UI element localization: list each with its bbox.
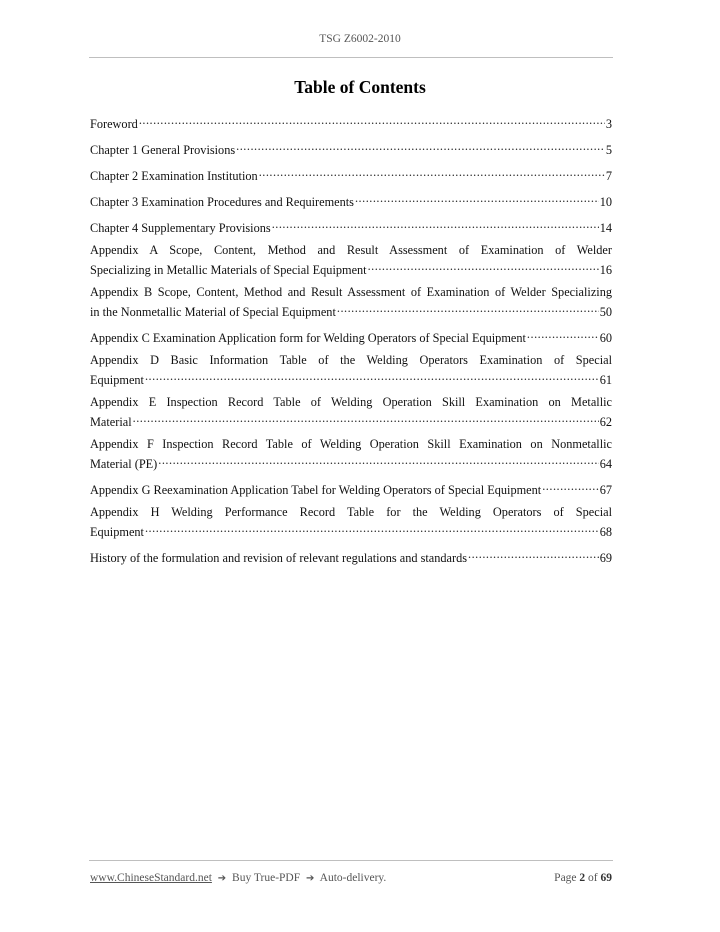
toc-entry[interactable] <box>90 242 612 278</box>
auto-delivery-text: Auto-delivery. <box>319 872 387 884</box>
toc-page-number: 14 <box>599 221 612 235</box>
toc-page-number: 64 <box>599 457 612 471</box>
dot-leader <box>139 112 605 128</box>
toc-entry-line: Appendix A Scope, Content, Method and Result Assessment of Examination of Welder <box>90 243 612 257</box>
toc-page-number: 50 <box>599 305 612 319</box>
toc-page-number: 68 <box>599 525 612 539</box>
toc-entry-line: Appendix D Basic Information Table of the Welding Operators Examination of Special <box>90 353 612 367</box>
dot-leader <box>133 410 599 426</box>
running-header: TSG Z6002-2010 <box>319 33 401 45</box>
toc-entry-title: History of the formulation and revision of relevant regulations and standards <box>90 551 468 565</box>
toc-page-number: 3 <box>605 117 612 131</box>
toc-entry-title: Material <box>90 415 132 429</box>
toc-entry[interactable] <box>90 504 612 540</box>
page-number <box>554 872 612 884</box>
toc-entry-title: Chapter 2 Examination Institution <box>90 169 258 183</box>
dot-leader <box>272 216 599 232</box>
dot-leader <box>542 478 598 494</box>
toc-entry-line: Appendix B Scope, Content, Method and Result Assessment of Examination of Welder Specializing <box>90 285 612 299</box>
dot-leader <box>158 452 598 468</box>
toc-entry-line: Appendix F Inspection Record Table of Welding Operation Skill Examination on Nonmetallic <box>90 437 612 451</box>
toc-entry[interactable] <box>90 138 612 158</box>
toc-page-number: 62 <box>599 415 612 429</box>
arrow-right-icon: ➔ <box>217 873 227 884</box>
toc-page-number: 61 <box>599 373 612 387</box>
dot-leader <box>337 300 599 316</box>
toc-entry-title: Foreword <box>90 117 138 131</box>
toc-entry[interactable] <box>90 216 612 236</box>
toc-entry-title: Chapter 1 General Provisions <box>90 143 236 157</box>
arrow-right-icon: ➔ <box>306 873 315 884</box>
dot-leader <box>236 138 605 154</box>
toc-page-number: 67 <box>599 483 612 497</box>
header-divider <box>89 57 613 58</box>
toc-entry-title: Equipment <box>90 525 144 539</box>
toc-page-number: 60 <box>599 331 612 345</box>
dot-leader <box>145 520 599 536</box>
toc-entry[interactable] <box>90 326 612 346</box>
toc-entry[interactable] <box>90 546 612 566</box>
page-prefix: Page <box>554 872 577 884</box>
footer-left <box>90 872 386 884</box>
toc-entry[interactable] <box>90 164 612 184</box>
total-pages: 69 <box>600 872 612 884</box>
toc-entry[interactable] <box>90 190 612 210</box>
dot-leader <box>145 368 599 384</box>
toc-entry[interactable] <box>90 112 612 132</box>
table-of-contents <box>90 112 612 572</box>
page-title: Table of Contents <box>294 77 426 97</box>
toc-entry[interactable] <box>90 436 612 472</box>
dot-leader <box>259 164 605 180</box>
dot-leader <box>355 190 599 206</box>
toc-entry-line: Appendix H Welding Performance Record Table for the Welding Operators of Special <box>90 505 612 519</box>
toc-entry-title: in the Nonmetallic Material of Special Equipment <box>90 305 336 319</box>
toc-entry[interactable] <box>90 478 612 498</box>
toc-entry-title: Chapter 4 Supplementary Provisions <box>90 221 271 235</box>
toc-page-number: 16 <box>599 263 612 277</box>
page-footer <box>90 872 612 884</box>
toc-page-number: 69 <box>599 551 612 565</box>
toc-entry-title: Material (PE) <box>90 457 158 471</box>
toc-entry-title: Chapter 3 Examination Procedures and Requirements <box>90 195 354 209</box>
toc-page-number: 5 <box>605 143 612 157</box>
dot-leader <box>468 546 599 562</box>
page-of: of <box>588 872 598 884</box>
toc-page-number: 7 <box>605 169 612 183</box>
toc-entry-title: Appendix G Reexamination Application Tabel for Welding Operators of Special Equipment <box>90 483 542 497</box>
dot-leader <box>368 258 599 274</box>
current-page: 2 <box>579 872 586 884</box>
website-link[interactable]: www.ChineseStandard.net <box>90 872 212 884</box>
buy-true-pdf-text: Buy True-PDF <box>232 872 301 884</box>
toc-entry-title: Appendix C Examination Application form for Welding Operators of Special Equipment <box>90 331 526 345</box>
toc-entry-title: Specializing in Metallic Materials of Special Equipment <box>90 263 367 277</box>
toc-entry[interactable] <box>90 284 612 320</box>
toc-entry[interactable] <box>90 394 612 430</box>
toc-page-number: 10 <box>599 195 612 209</box>
footer-divider <box>89 860 613 861</box>
toc-entry[interactable] <box>90 352 612 388</box>
dot-leader <box>527 326 599 342</box>
toc-entry-line: Appendix E Inspection Record Table of Welding Operation Skill Examination on Metallic <box>90 395 612 409</box>
toc-entry-title: Equipment <box>90 373 144 387</box>
